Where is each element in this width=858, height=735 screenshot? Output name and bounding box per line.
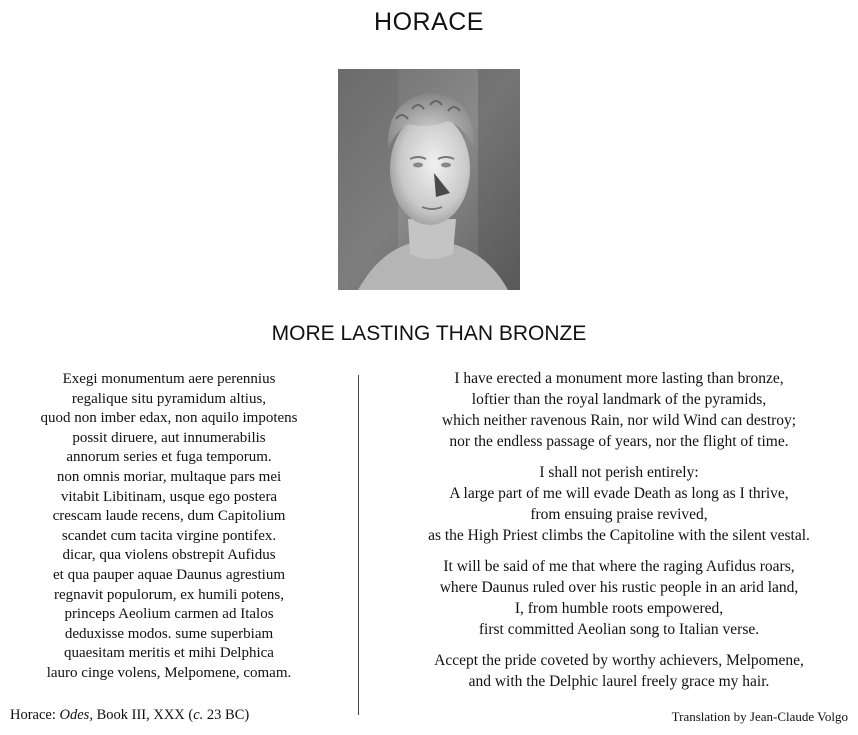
latin-line: possit diruere, aut innumerabilis bbox=[72, 429, 266, 446]
latin-line: Exegi monumentum aere perennius bbox=[62, 371, 276, 387]
stanza-3 bbox=[380, 556, 858, 640]
latin-text bbox=[0, 370, 338, 684]
stanza-4 bbox=[380, 650, 858, 692]
english-line: I shall not perish entirely: bbox=[539, 464, 699, 481]
english-line: first committed Aeolian song to Italian verse. bbox=[478, 621, 760, 638]
latin-line: et qua pauper aquae Daunus agrestium bbox=[53, 566, 285, 583]
latin-line: annorum series et fuga temporum. bbox=[66, 449, 272, 466]
citation-mid: , Book III, XXX ( bbox=[89, 707, 194, 723]
poem-title: MORE LASTING THAN BRONZE bbox=[271, 322, 587, 345]
latin-line: quaesitam meritis et mihi Delphica bbox=[64, 645, 274, 662]
latin-line: deduxisse modos. sume superbiam bbox=[64, 625, 274, 642]
english-line: loftier than the royal landmark of the pyramids, bbox=[471, 391, 767, 408]
translation-credit: Translation by Jean-Claude Volgo bbox=[671, 709, 848, 724]
latin-line: regalique situ pyramidum altius, bbox=[71, 390, 267, 407]
citation-prefix: Horace: bbox=[10, 707, 60, 723]
latin-line: scandet cum tacita virgine pontifex. bbox=[61, 527, 277, 544]
horace-bust-image bbox=[338, 69, 520, 290]
latin-line: crescam laude recens, dum Capitolium bbox=[52, 508, 286, 525]
english-line: A large part of me will evade Death as long as I thrive, bbox=[449, 485, 789, 502]
english-line: and with the Delphic laurel freely grace my hair. bbox=[468, 673, 770, 690]
english-line: It will be said of me that where the raging Aufidus roars, bbox=[443, 558, 795, 575]
english-line: from ensuing praise revived, bbox=[530, 506, 708, 523]
stanza-2 bbox=[380, 462, 858, 546]
source-citation bbox=[10, 707, 249, 724]
stanza-1 bbox=[380, 368, 858, 452]
column-divider bbox=[358, 375, 359, 715]
english-line: Accept the pride coveted by worthy achievers, Melpomene, bbox=[434, 652, 804, 669]
english-line: where Daunus ruled over his rustic people in an arid land, bbox=[439, 579, 799, 596]
english-line: I have erected a monument more lasting than bronze, bbox=[454, 370, 784, 387]
work-title: Odes bbox=[59, 707, 90, 723]
english-translation bbox=[380, 368, 858, 702]
latin-line: non omnis moriar, multaque pars mei bbox=[56, 468, 282, 485]
english-line: as the High Priest climbs the Capitoline with the silent vestal. bbox=[428, 527, 810, 544]
latin-line: dicar, qua violens obstrepit Aufidus bbox=[62, 547, 276, 564]
english-line: which neither ravenous Rain, nor wild Wind can destroy; bbox=[441, 412, 797, 429]
citation-suffix: 23 BC) bbox=[203, 707, 250, 723]
latin-line: regnavit populorum, ex humili potens, bbox=[54, 586, 284, 603]
latin-line: lauro cinge volens, Melpomene, comam. bbox=[46, 664, 292, 681]
latin-line: vitabit Libitinam, usque ego postera bbox=[60, 488, 278, 505]
circa-abbrev: c. bbox=[193, 707, 204, 723]
page-title: HORACE bbox=[374, 8, 484, 36]
latin-line: princeps Aeolium carmen ad Italos bbox=[64, 606, 274, 623]
english-line: I, from humble roots empowered, bbox=[514, 600, 724, 617]
english-line: nor the endless passage of years, nor the flight of time. bbox=[449, 433, 789, 450]
latin-line: quod non imber edax, non aquilo impotens bbox=[40, 410, 298, 427]
